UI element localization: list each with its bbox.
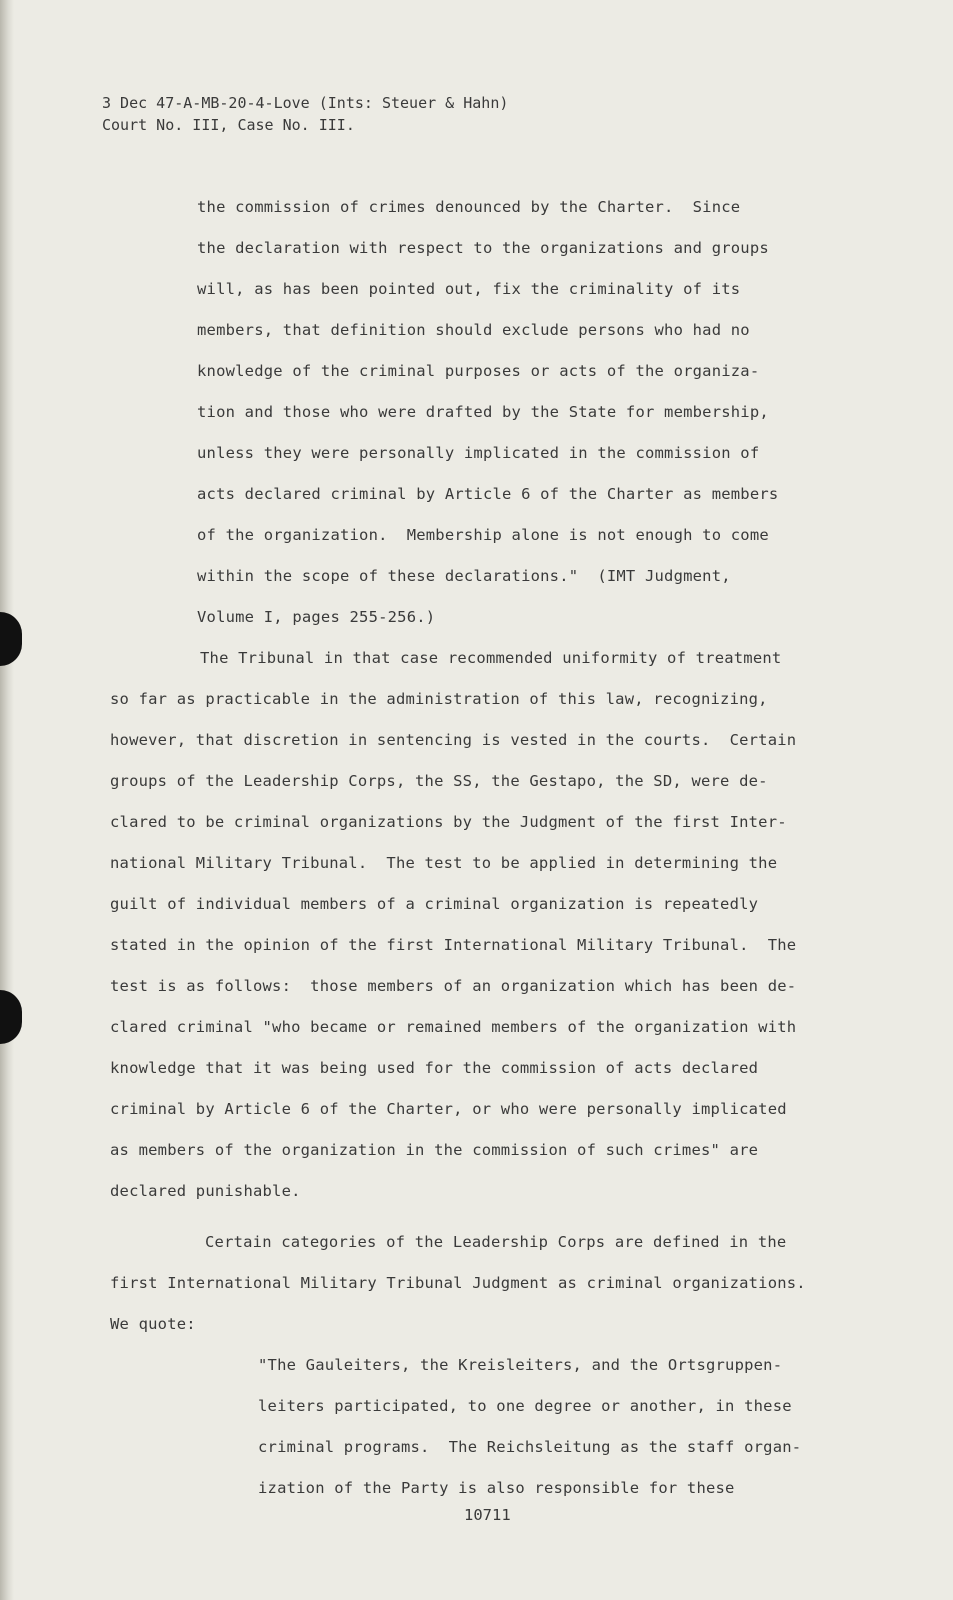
paragraph-first-line: Certain categories of the Leadership Corps are defined in the: [205, 1233, 787, 1251]
header-court-line: Court No. III, Case No. III.: [102, 116, 355, 134]
text-line: first International Military Tribunal Judgment as criminal organizations.: [110, 1274, 806, 1292]
quote-line: "The Gauleiters, the Kreisleiters, and the Ortsgruppen-: [258, 1356, 783, 1374]
text-line: national Military Tribunal. The test to be applied in determining the: [110, 854, 778, 872]
text-line: the declaration with respect to the organizations and groups: [197, 239, 769, 257]
text-line: clared to be criminal organizations by the Judgment of the first Inter-: [110, 813, 787, 831]
binder-hole-bottom: [0, 990, 22, 1044]
text-line: will, as has been pointed out, fix the criminality of its: [197, 280, 741, 298]
document-header: [102, 92, 508, 136]
text-line: stated in the opinion of the first International Military Tribunal. The: [110, 936, 797, 954]
text-line: knowledge of the criminal purposes or acts of the organiza-: [197, 362, 760, 380]
text-line: test is as follows: those members of an organization which has been de-: [110, 977, 797, 995]
text-line: the commission of crimes denounced by the Charter. Since: [197, 198, 741, 216]
text-line: tion and those who were drafted by the State for membership,: [197, 403, 769, 421]
text-line: knowledge that it was being used for the commission of acts declared: [110, 1059, 759, 1077]
text-line: within the scope of these declarations." (IMT Judgment,: [197, 567, 731, 585]
text-line: We quote:: [110, 1315, 196, 1333]
text-line: guilt of individual members of a criminal organization is repeatedly: [110, 895, 759, 913]
text-line: declared punishable.: [110, 1182, 301, 1200]
text-line: groups of the Leadership Corps, the SS, the Gestapo, the SD, were de-: [110, 772, 768, 790]
quote-line: ization of the Party is also responsible for these: [258, 1479, 735, 1497]
text-line: clared criminal "who became or remained members of the organization with: [110, 1018, 797, 1036]
text-line: as members of the organization in the commission of such crimes" are: [110, 1141, 759, 1159]
header-session-line: 3 Dec 47-A-MB-20-4-Love (Ints: Steuer & Hahn): [102, 94, 509, 112]
text-line: of the organization. Membership alone is not enough to come: [197, 526, 769, 544]
page-number: 10711: [464, 1506, 511, 1524]
text-line: Volume I, pages 255-256.): [197, 608, 436, 626]
paragraph-first-line: The Tribunal in that case recommended uniformity of treatment: [200, 649, 782, 667]
text-line: so far as practicable in the administration of this law, recognizing,: [110, 690, 768, 708]
text-line: criminal by Article 6 of the Charter, or who were personally implicated: [110, 1100, 787, 1118]
binder-hole-top: [0, 612, 22, 666]
text-line: members, that definition should exclude persons who had no: [197, 321, 750, 339]
quote-line: leiters participated, to one degree or another, in these: [258, 1397, 792, 1415]
text-line: acts declared criminal by Article 6 of the Charter as members: [197, 485, 779, 503]
quote-line: criminal programs. The Reichsleitung as the staff organ-: [258, 1438, 802, 1456]
text-line: unless they were personally implicated in the commission of: [197, 444, 760, 462]
paper-edge-shadow: [0, 0, 14, 1600]
text-line: however, that discretion in sentencing is vested in the courts. Certain: [110, 731, 797, 749]
